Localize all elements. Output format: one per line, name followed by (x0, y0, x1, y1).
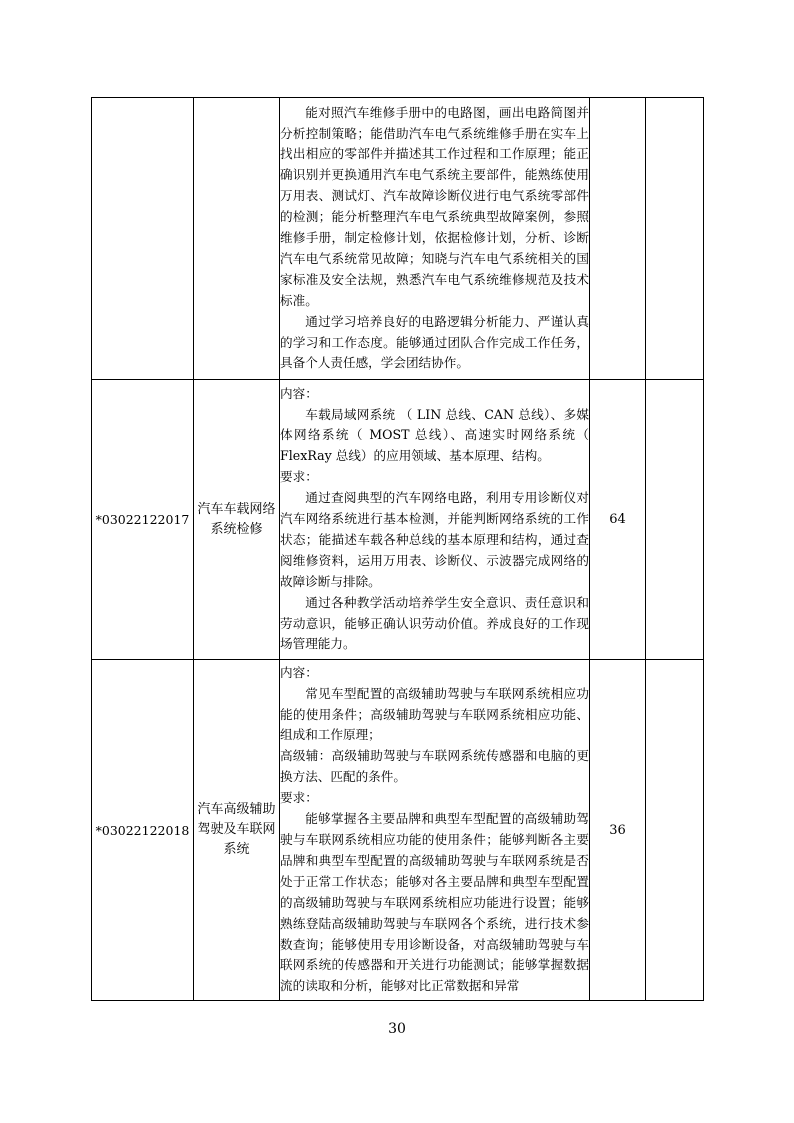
course-code (92, 98, 194, 380)
table-row (92, 98, 704, 380)
empty-cell (646, 98, 704, 380)
course-hours: 64 (590, 380, 646, 660)
page-number: 30 (388, 1021, 406, 1037)
description-paragraph: 能对照汽车维修手册中的电路图，画出电路简图并分析控制策略；能借助汽车电气系统维修手册在实车上找出相应的零部件并描述其工作过程和工作原理；能正确识别并更换通用汽车电气系统主要部件，能熟练使用万用表、测试灯、汽车故障诊断仪进行电气系统零部件的检测；能分析整理汽车电气系统典型故障案例，参照维修手册，制定检修计划，依据检修计划，分析、诊断汽车电气系统常见故障；知晓与汽车电气系统相关的国家标准及安全法规，熟悉汽车电气系统维修规范及技术标准。 (280, 104, 589, 308)
course-code: *03022122017 (92, 380, 194, 660)
requirement-text: 通过各种教学活动培养学生安全意识、责任意识和劳动意识，能够正确认识劳动价值。养成良好的工作现场管理能力。 (280, 594, 589, 652)
content-text: 车载局域网系统 （ LIN 总线、CAN 总线）、多媒体网络系统（ MOST 总线）、高速实时网络系统（ FlexRay 总线）的应用领域、基本原理、结构。 (280, 406, 589, 464)
description-paragraph: 通过学习培养良好的电路逻辑分析能力、严谨认真的学习和工作态度。能够通过团队合作完成工作任务，具备个人责任感，学会团结协作。 (280, 313, 589, 371)
course-hours (590, 98, 646, 380)
content-text: 常见车型配置的高级辅助驾驶与车联网系统相应功能的使用条件；高级辅助驾驶与车联网系统相应功能、组成和工作原理； (280, 685, 589, 743)
course-name: 汽车车载网络系统检修 (194, 380, 280, 660)
course-description (280, 380, 590, 660)
requirement-label: 要求： (280, 469, 318, 485)
requirement-label: 要求： (280, 790, 318, 806)
content-label: 内容： (280, 385, 318, 401)
course-code: *03022122018 (92, 660, 194, 1001)
requirement-text: 通过查阅典型的汽车网络电路，利用专用诊断仪对汽车网络系统进行基本检测，并能判断网络系统的工作状态；能描述车载各种总线的基本原理和结构，通过查阅维修资料，运用万用表、诊断仪、示波器完成网络的故障诊断与排除。 (280, 490, 589, 589)
empty-cell (646, 660, 704, 1001)
course-hours: 36 (590, 660, 646, 1001)
course-name: 汽车高级辅助驾驶及车联网系统 (194, 660, 280, 1001)
course-description (280, 660, 590, 1001)
content-extra-text: 高级辅：高级辅助驾驶与车联网系统传感器和电脑的更换方法、匹配的条件。 (280, 748, 589, 785)
course-name (194, 98, 280, 380)
requirement-text: 能够掌握各主要品牌和典型车型配置的高级辅助驾驶与车联网系统相应功能的使用条件；能够判断各主要品牌和典型车型配置的高级辅助驾驶与车联网系统是否处于正常工作状态；能够对各主要品牌和典型车型配置的高级辅助驾驶与车联网系统相应功能进行设置；能够熟练登陆高级辅助驾驶与车联网各个系统，进行技术参数查询；能够使用专用诊断设备，对高级辅助驾驶与车联网系统的传感器和开关进行功能测试；能够掌握数据流的读取和分析，能够对比正常数据和异常 (280, 811, 589, 994)
table-row (92, 660, 704, 1001)
table-row (92, 380, 704, 660)
content-label: 内容： (280, 664, 318, 680)
course-description (280, 98, 590, 380)
empty-cell (646, 380, 704, 660)
course-table (91, 97, 704, 1001)
